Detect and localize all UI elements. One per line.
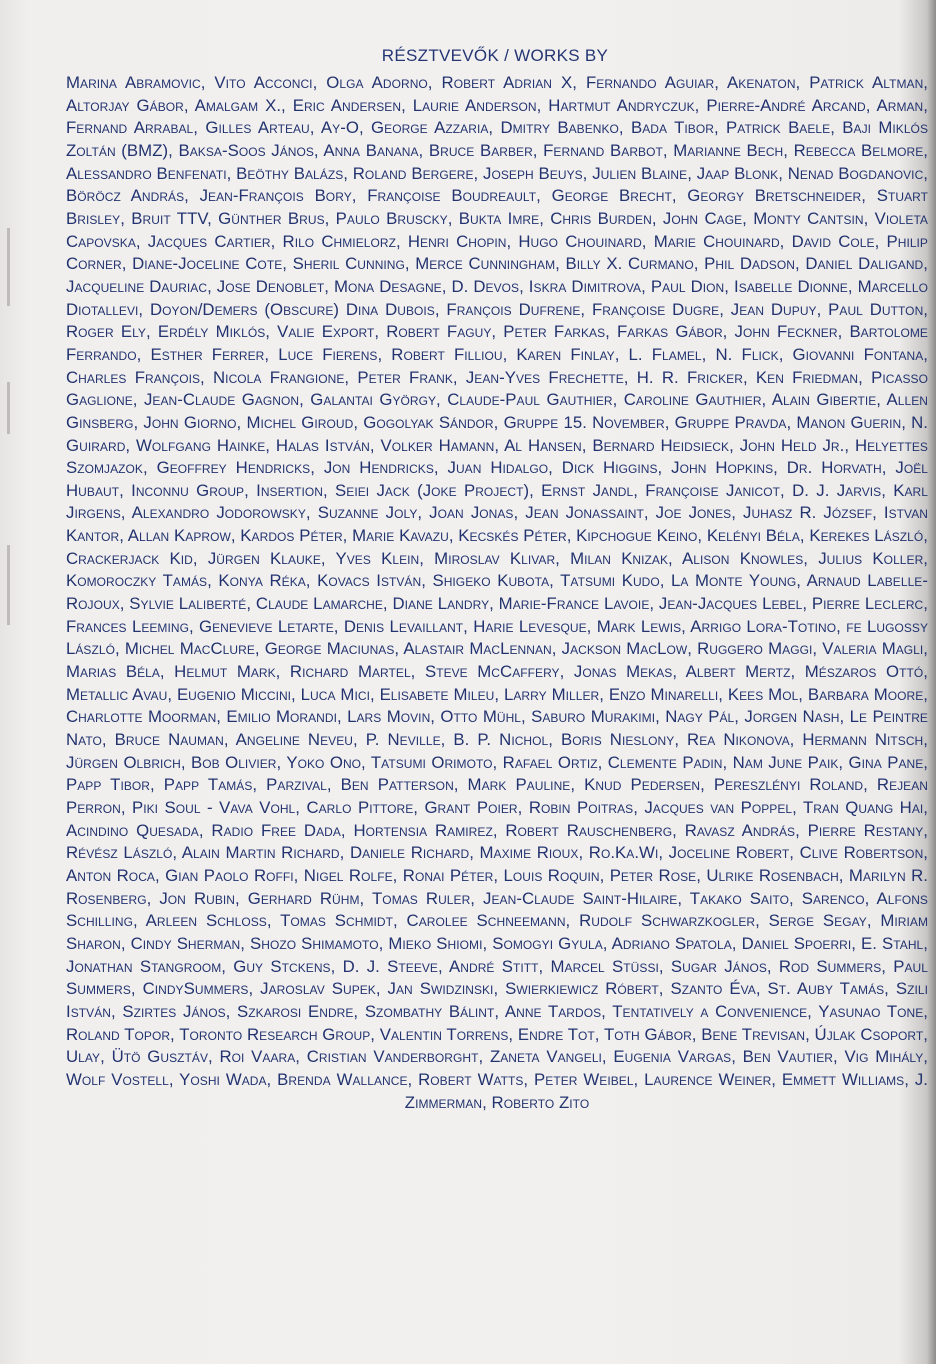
section-heading: RÉSZTVEVŐK / WORKS BY [381, 46, 609, 65]
binding-mark [7, 545, 10, 625]
artist-list: Marina Abramovic, Vito Acconci, Olga Adorno, Robert Adrian X, Fernando Aguiar, Akenaton, Patrick Altman, Altorjay Gábor, Amalgam X., Eric Andersen, Laurie Anderson, Hartmut Andryczuk, Pierre-André Arcand, Arman, Fernand Arrabal, Gilles Arteau, Ay-O, George Azzaria, Dmitry Babenko, Bada Tibor, Patrick Baele, Baji Miklós Zoltán (BMZ), Baksa-Soos János, Anna Banana, Bruce Barber, Fernand Barbot, Marianne Bech, Rebecca Belmore, Alessandro Benfenati, Beöthy Balázs, Roland Bergere, Joseph Beuys, Julien Blaine, Jaap Blonk, Nenad Bogdanovic, Böröcz András, Jean-François Bory, Françoise Boudreault, George Brecht, Georgy Bretschneider, Stuart Brisley, Bruit TTV, Günther Brus, Paulo Bruscky, Bukta Imre, Chris Burden, John Cage, Monty Cantsin, Violeta Capovska, Jacques Cartier, Rilo Chmielorz, Henri Chopin, Hugo Chouinard, Marie Chouinard, David Cole, Philip Corner, Diane-Joceline Cote, Sheril Cunning, Merce Cunningham, Billy X. Curmano, Phil Dadson, Daniel Daligand, Jacqueline Dauriac, Jose Denoblet, Mona Desagne, D. Devos, Iskra Dimitrova, Paul Dion, Isabelle Dionne, Marcello Diotallevi, Doyon/Demers (Obscure) Dina Dubois, François Dufrene, Françoise Dugre, Jean Dupuy, Paul Dutton, Roger Ely, Erdély Miklós, Valie Export, Robert Faguy, Peter Farkas, Farkas Gábor, John Feckner, Bartolome Ferrando, Esther Ferrer, Luce Fierens, Robert Filliou, Karen Finlay, L. Flamel, N. Flick, Giovanni Fontana, Charles François, Nicola Frangione, Peter Frank, Jean-Yves Frechette, H. R. Fricker, Ken Friedman, Picasso Gaglione, Jean-Claude Gagnon, Galantai György, Claude-Paul Gauthier, Caroline Gauthier, Alain Gibertie, Allen Ginsberg, John Giorno, Michel Giroud, Gogolyak Sándor, Gruppe 15. November, Gruppe Pravda, Manon Guerin, N. Guirard, Wolfgang Hainke, Halas István, Volker Hamann, Al Hansen, Bernard Heidsieck, John Held Jr., Helyettes Szomjazok, Geoffrey Hendricks, Jon Hendricks, Juan Hidalgo, Dick Higgins, John Hopkins, Dr. Horvath, Joël Hubaut, Inconnu Group, Insertion, Seiei Jack (Joke Project), Ernst Jandl, Françoise Janicot, D. J. Jarvis, Karl Jirgens, Alexandro Jodorowsky, Suzanne Joly, Joan Jonas, Jean Jonassaint, Joe Jones, Juhasz R. József, Istvan Kantor, Allan Kaprow, Kardos Péter, Marie Kavazu, Kecskés Péter, Kipchogue Keino, Kelényi Béla, Kerekes László, Crackerjack Kid, Jürgen Klauke, Yves Klein, Miroslav Klivar, Milan Knizak, Alison Knowles, Julius Koller, Komoroczky Tamás, Konya Réka, Kovacs István, Shigeko Kubota, Tatsumi Kudo, La Monte Young, Arnaud Labelle-Rojoux, Sylvie Laliberté, Claude Lamarche, Diane Landry, Marie-France Lavoie, Jean-Jacques Lebel, Pierre Leclerc, Frances Leeming, Genevieve Letarte, Denis Levaillant, Harie Levesque, Mark Lewis, Arrigo Lora-Totino, fe Lugossy László, Michel MacClure, George Maciunas, Alastair MacLennan, Jackson MacLow, Ruggero Maggi, Valeria Magli, Marias Béla, Helmut Mark, Richard Martel, Steve McCaffery, Jonas Mekas, Albert Mertz, Mészaros Ottó, Metallic Avau, Eugenio Miccini, Luca Mici, Elisabete Mileu, Larry Miller, Enzo Minarelli, Kees Mol, Barbara Moore, Charlotte Moorman, Emilio Morandi, Lars Movin, Otto Mühl, Saburo Murakimi, Nagy Pál, Jorgen Nash, Le Peintre Nato, Bruce Nauman, Angeline Neveu, P. Neville, B. P. Nichol, Boris Nieslony, Rea Nikonova, Hermann Nitsch, Jürgen Olbrich, Bob Olivier, Yoko Ono, Tatsumi Orimoto, Rafael Ortiz, Clemente Padin, Nam June Paik, Gina Pane, Papp Tibor, Papp Tamás, Parzival, Ben Patterson, Mark Pauline, Knud Pedersen, Pereszlényi Roland, Rejean Perron, Piki Soul - Vava Vohl, Carlo Pittore, Grant Poier, Robin Poitras, Jacques van Poppel, Tran Quang Hai, Acindino Quesada, Radio Free Dada, Hortensia Ramirez, Robert Rauschenberg, Ravasz András, Pierre Restany, Révész László, Alain Martin Richard, Daniele Richard, Maxime Rioux, Ro.Ka.Wi, Joceline Robert, Clive Robertson, Anton Roca, Gian Paolo Roffi, Nigel Rolfe, Ronai Péter, Louis Roquin, Peter Rose, Ulrike Rosenbach, Marilyn R. Rosenberg, Jon Rubin, Gerhard Rühm, Tomas Ruler, Jean-Claude Saint-Hilaire, Takako Saito, Sarenco, Alfons Schilling, Arleen Schloss, Tomas Schmidt, Carolee Schneemann, Rudolf Schwarzkogler, Serge Segay, Miriam Sharon, Cindy Sherman, Shozo Shimamoto, Mieko Shiomi, Somogyi Gyula, Adriano Spatola, Daniel Spoerri, E. Stahl, Jonathan Stangroom, Guy Stckens, D. J. Steeve, André Stitt, Marcel Stüssi, Sugar János, Rod Summers, Paul Summers, CindySummers, Jaroslav Supek, Jan Swidzinski, Swierkiewicz Róbert, Szanto Éva, St. Auby Tamás, Szili István, Szirtes János, Szkarosi Endre, Szombathy Bálint, Anne Tardos, Tentatively a Convenience, Yasunao Tone, Roland Topor, Toronto Research Group, Valentin Torrens, Endre Tot, Toth Gábor, Bene Trevisan, Újlak Csoport, Ulay, Ütö Gusztáv, Roi Vaara, Cristian Vanderborght, Zaneta Vangeli, Eugenia Vargas, Ben Vautier, Vig Mihály, Wolf Vostell, Yoshi Wada, Brenda Wallance, Robert Watts, Peter Weibel, Laurence Weiner, Emmett Williams, J. Zimmerman, Roberto Zito [66, 73, 928, 1112]
binding-mark [7, 382, 10, 434]
binding-mark [7, 228, 10, 306]
